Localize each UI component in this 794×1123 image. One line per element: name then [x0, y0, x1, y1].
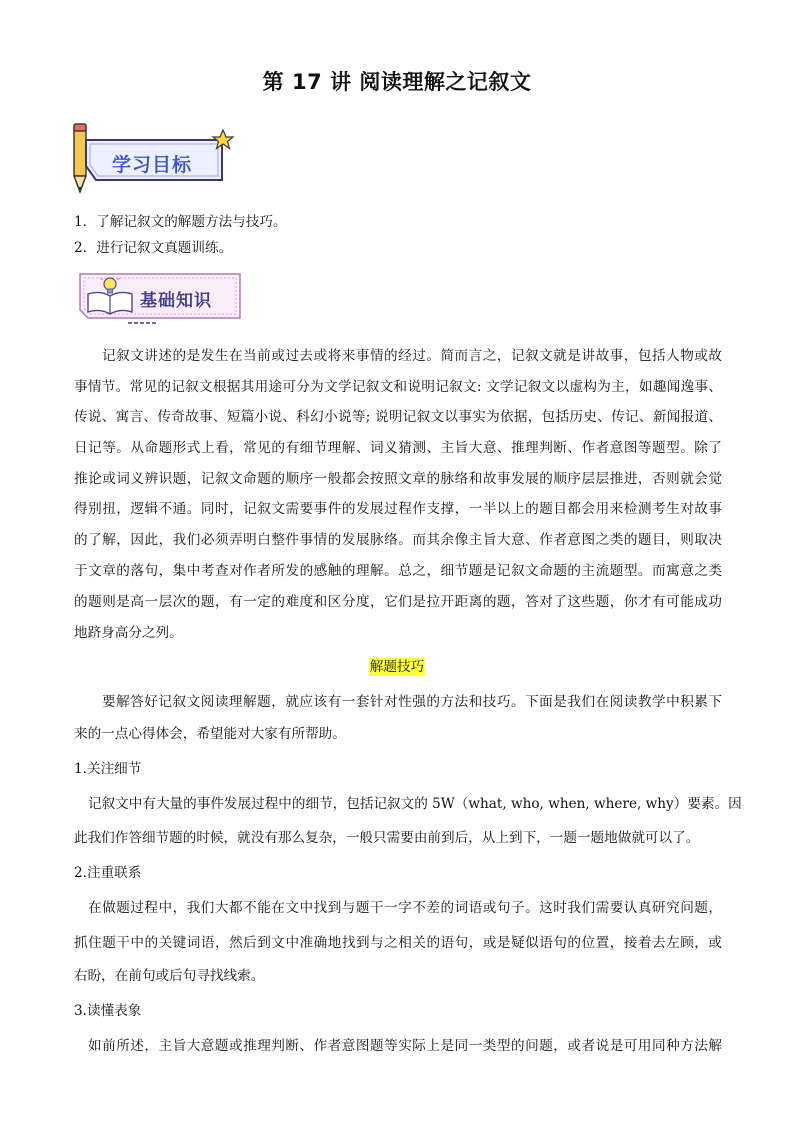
learning-goals-label: 学习目标: [112, 154, 193, 176]
tip-paragraph-line: 右盼，在前句或后句寻找线索。: [74, 968, 265, 984]
tip-title: 1.关注细节: [74, 761, 142, 777]
intro-paragraph-line: 于文章的落句，集中考查对作者所发的感触的理解。总之，细节题是记叙文命题的主流题型。而寓意之类: [74, 563, 722, 579]
intro-paragraph-line: 地跻身高分之列。: [74, 625, 183, 641]
intro-paragraph-line: 事情节。常见的记叙文根据其用途可分为文学记叙文和说明记叙文: 文学记叙文以虚构为主，如趣闻逸事、: [74, 379, 722, 395]
tip-paragraph-line: 抓住题干中的关键词语，然后到文中准确地找到与之相关的语句，或是疑似语句的位置，接着去左顾，或: [74, 935, 722, 951]
tip-paragraph-line: 此我们作答细节题的时候，就没有那么复杂，一般只需要由前到后，从上到下，一题一题地做就可以了。: [74, 830, 700, 846]
pencil-icon: [74, 124, 86, 192]
tip-title: 3.读懂表象: [74, 1003, 142, 1019]
skills-intro-line: 要解答好记叙文阅读理解题，就应该有一套针对性强的方法和技巧。下面是我们在阅读教学中积累下: [102, 694, 722, 710]
decorative-dots-icon: [128, 322, 156, 324]
page-title: 第 17 讲 阅读理解之记叙文: [262, 70, 532, 94]
basic-knowledge-banner: [74, 268, 246, 330]
section-heading-text: 解题技巧: [369, 659, 425, 675]
tip-paragraph-line: 如前所述，主旨大意题或推理判断、作者意图题等实际上是同一类型的问题，或者说是可用同种方法解: [88, 1038, 722, 1054]
tip-paragraph-line: 在做题过程中，我们大都不能在文中找到与题干一字不差的词语或句子。这时我们需要认真研究问题，: [88, 900, 722, 916]
intro-paragraph-line: 推论或词义辨识题，记叙文命题的顺序一般都会按照文章的脉络和故事发展的顺序层层推进，否则就会觉: [74, 471, 722, 487]
skills-intro-line: 来的一点心得体会，希望能对大家有所帮助。: [74, 726, 346, 742]
learning-goals-banner: [72, 122, 237, 198]
intro-paragraph-line: 的题则是高一层次的题，有一定的难度和区分度，它们是拉开距离的题，答对了这些题，你才有可能成功: [74, 594, 722, 610]
intro-paragraph-line: 传说、寓言、传奇故事、短篇小说、科幻小说等; 说明记叙文以事实为依据，包括历史、传记、新闻报道、: [74, 409, 722, 425]
goal-item: 1．了解记叙文的解题方法与技巧。: [74, 214, 287, 230]
section-heading: [0, 655, 794, 675]
goal-item: 2．进行记叙文真题训练。: [74, 240, 233, 256]
intro-paragraph-line: 得别扭，逻辑不通。同时，记叙文需要事件的发展过程作支撑，一半以上的题目都会用来检测考生对故事: [74, 501, 722, 517]
basic-knowledge-label: 基础知识: [140, 291, 212, 311]
tip-title: 2.注重联系: [74, 865, 142, 881]
intro-paragraph-line: 记叙文讲述的是发生在当前或过去或将来事情的经过。简而言之，记叙文就是讲故事，包括人物或故: [102, 348, 722, 364]
intro-paragraph-line: 的了解，因此，我们必须弄明白整件事情的发展脉络。而其余像主旨大意、作者意图之类的题目，则取决: [74, 532, 722, 548]
intro-paragraph-line: 日记等。从命题形式上看，常见的有细节理解、词义猜测、主旨大意、推理判断、作者意图等题型。除了: [74, 440, 722, 456]
tip-paragraph-line: 记叙文中有大量的事件发展过程中的细节，包括记叙文的 5W（what, who, when, where, why）要素。因: [88, 796, 742, 812]
